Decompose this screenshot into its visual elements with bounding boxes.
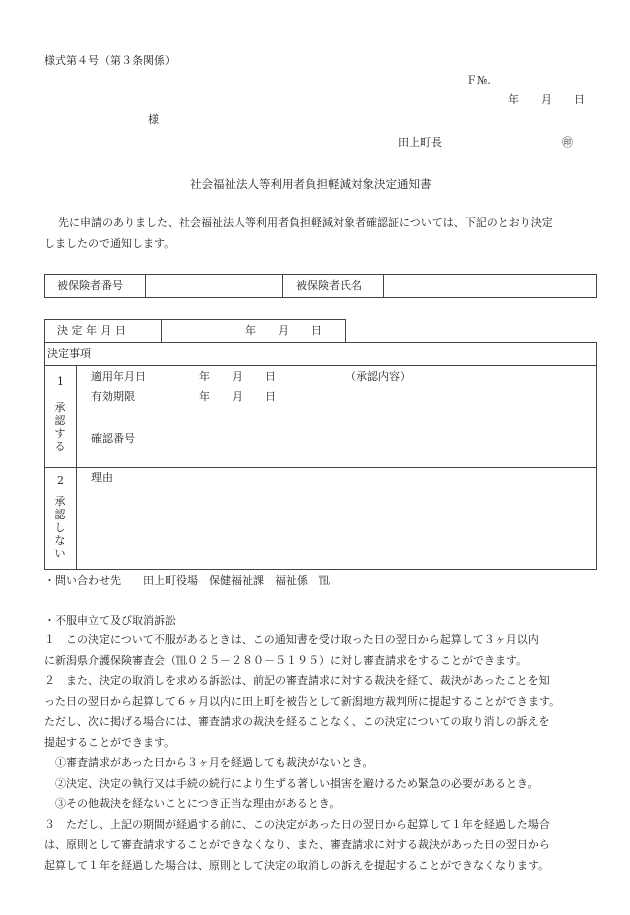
contact-info: ・問い合わせ先 田上町役場 保健福祉課 福祉係 ℡ (44, 574, 330, 587)
applicable-date-value: 年 月 日 (199, 370, 276, 383)
appeal-title: ・不服申立て及び取消訴訟 (44, 614, 176, 627)
appeal-line: ③その他裁決を経ないことにつき正当な理由があるとき。 (44, 797, 341, 810)
appeal-line: った日の翌日から起算して６ヶ月以内に田上町を被告として新潟地方裁判所に提起することができます。 (44, 694, 561, 708)
reject-vertical-label: 承認しない (54, 495, 66, 560)
appeal-line: 提起することができます。 (44, 735, 176, 749)
appeal-line: ３ ただし、上記の期間が経過する前に、この決定があった日の翌日から起算して１年を経過した場合 (44, 817, 550, 831)
decision-date-value: 年 月 日 (245, 324, 322, 337)
decision-date-table (44, 319, 346, 343)
decision-items-table (44, 342, 597, 570)
appeal-line: ただし、次に掲げる場合には、審査請求の裁決を経ることなく、この決定についての取り消しの訴えを (44, 715, 550, 728)
reason-label: 理由 (91, 471, 113, 484)
insured-number-label: 被保険者番号 (57, 279, 123, 292)
approve-vertical-label: 承認する (54, 401, 66, 453)
document-title: 社会福祉法人等利用者負担軽減対象決定通知書 (190, 177, 432, 191)
appeal-line: ①審査請求があった日から３ヶ月を経過しても裁決がないとき。 (44, 756, 374, 769)
approval-content-label: （承認内容） (345, 370, 411, 383)
approve-number: 1 (57, 375, 64, 388)
appeal-body (44, 630, 600, 876)
issue-date: 年 月 日 (508, 93, 585, 106)
decision-date-label: 決 定 年 月 日 (57, 324, 126, 337)
appeal-line: は、原則として審査請求することができなくなり、また、審査請求に対する裁決があった日の翌日から (44, 838, 550, 851)
reject-number: 2 (57, 474, 64, 487)
appeal-line: 起算して１年を経過した場合は、原則として決定の取消しの訴えを提起することができなくなります。 (44, 858, 550, 872)
confirmation-number-label: 確認番号 (91, 432, 135, 445)
intro-line-1: 先に申請のありました、社会福祉法人等利用者負担軽減対象者確認証については、下記のとおり決定 (58, 216, 553, 229)
form-number: 様式第４号（第３条関係） (44, 54, 176, 67)
decision-items-label: 決定事項 (47, 347, 91, 360)
issuer-name: 田上町長 (398, 136, 442, 149)
appeal-line: ②決定、決定の執行又は手続の続行により生ずる著しい損害を避けるため緊急の必要があるとき。 (44, 776, 539, 790)
insured-name-label: 被保険者氏名 (296, 279, 362, 292)
intro-line-2: しましたので通知します。 (44, 237, 176, 250)
appeal-line: １ この決定について不服があるときは、この通知書を受け取った日の翌日から起算して３ヶ月以内 (44, 633, 539, 646)
appeal-line: に新潟県介護保険審査会（℡０２５－２８０－５１９５）に対し審査請求をすることができます。 (44, 653, 528, 667)
applicable-date-label: 適用年月日 (91, 370, 146, 383)
document-number-label: Ｆ№. (466, 74, 491, 87)
valid-period-label: 有効期限 (91, 390, 135, 403)
appeal-line: ２ また、決定の取消しを求める訴訟は、前記の審査請求に対する裁決を経て、裁決があったことを知 (44, 674, 550, 687)
seal-mark: ㊞ (562, 136, 573, 149)
insured-info-table (44, 274, 597, 298)
valid-period-value: 年 月 日 (199, 390, 276, 403)
addressee-suffix: 様 (148, 113, 159, 126)
